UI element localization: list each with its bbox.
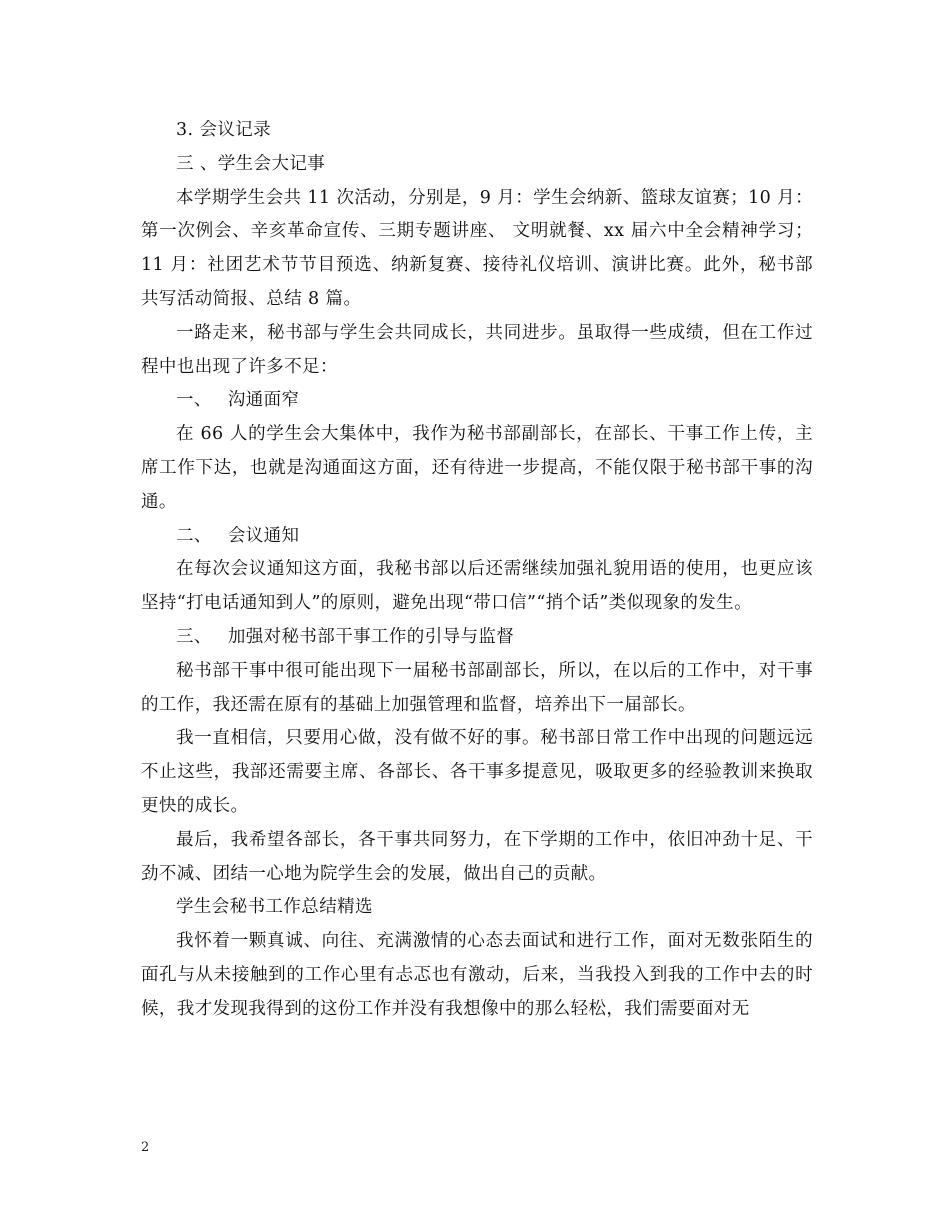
document-body <box>141 114 813 1027</box>
paragraph: 秘书部干事中很可能出现下一届秘书部副部长，所以，在以后的工作中，对干事的工作，我还需在原有的基础上加强管理和监督，培养出下一届部长。 <box>141 660 813 715</box>
list-item-heading: 3. 会议记录 <box>176 120 272 140</box>
paragraph: 在 66 人的学生会大集体中，我作为秘书部副部长，在部长、干事工作上传，主席工作下达，也就是沟通面这方面，还有待进一步提高，不能仅限于秘书部干事的沟通。 <box>141 424 813 512</box>
subheading-number: 二、 <box>176 525 212 546</box>
subheading-text: 沟通面窄 <box>227 390 300 411</box>
paragraph: 在每次会议通知这方面，我秘书部以后还需继续加强礼貌用语的使用，也更应该坚持“打电话通知到人”的原则，避免出现“带口信”“捎个话”类似现象的发生。 <box>141 559 813 614</box>
subheading-text: 会议通知 <box>227 525 300 546</box>
paragraph: 我怀着一颗真诚、向往、充满激情的心态去面试和进行工作，面对无数张陌生的面孔与从未接触到的工作心里有忐忑也有激动，后来，当我投入到我的工作中去的时候，我才发现我得到的这份工作并没有我想像中的那么轻松，我们需要面对无 <box>141 931 813 1019</box>
paragraph: 我一直相信，只要用心做，没有做不好的事。秘书部日常工作中出现的问题远远不止这些，我部还需要主席、各部长、各干事多提意见，吸取更多的经验教训来换取更快的成长。 <box>141 728 813 816</box>
subheading <box>141 621 813 655</box>
subheading-number: 三、 <box>176 626 212 647</box>
subheading <box>141 384 813 418</box>
subheading-number: 一、 <box>176 390 212 411</box>
section-title: 学生会秘书工作总结精选 <box>176 897 373 918</box>
subheading-text: 加强对秘书部干事工作的引导与监督 <box>227 626 515 647</box>
section-heading: 三 、学生会大记事 <box>176 153 326 174</box>
paragraph: 一路走来，秘书部与学生会共同成长，共同进步。虽取得一些成绩，但在工作过程中也出现了许多不足： <box>141 322 813 377</box>
page-number: 2 <box>141 1140 150 1155</box>
paragraph: 本学期学生会共 11 次活动，分别是，9 月：学生会纳新、篮球友谊赛；10 月：第一次例会、辛亥革命宣传、三期专题讲座、 文明就餐、xx 届六中全会精神学习；11 月：社团艺术节节目预选、纳新复赛、接待礼仪培训、演讲比赛。此外，秘书部共写活动简报、总结 8 篇。 <box>141 187 813 309</box>
paragraph: 最后，我希望各部长，各干事共同努力，在下学期的工作中，依旧冲劲十足、干劲不减、团结一心地为院学生会的发展，做出自己的贡献。 <box>141 829 813 884</box>
subheading <box>141 520 813 554</box>
